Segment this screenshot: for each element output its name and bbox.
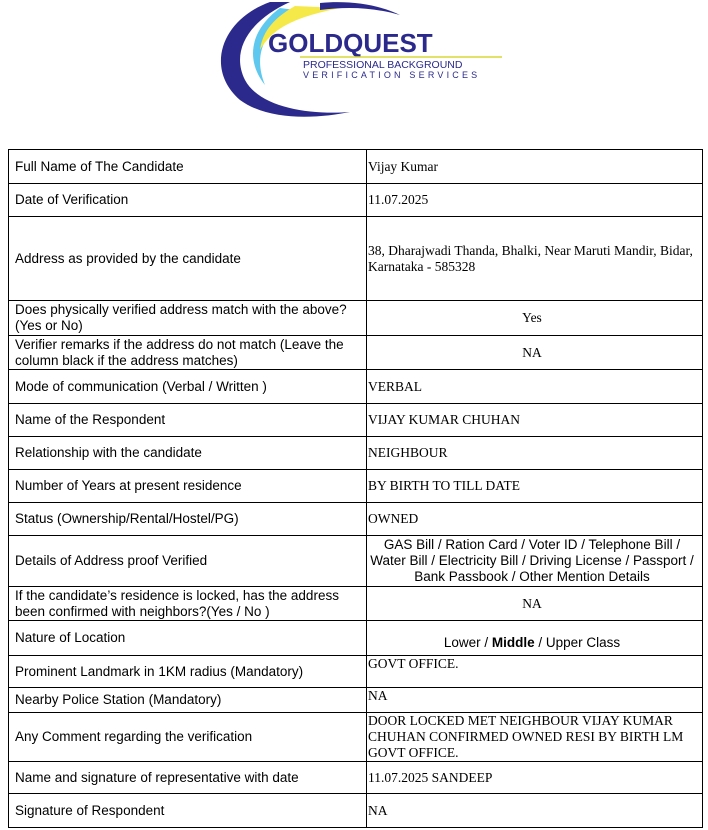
- field-label: If the candidate’s residence is locked, has the address been confirmed with neighbors?(Yes / No ): [9, 587, 367, 621]
- svg-text:VERIFICATION SERVICES: VERIFICATION SERVICES: [303, 70, 481, 80]
- table-row: [9, 437, 703, 470]
- table-row: [9, 150, 703, 184]
- class-option-text: Lower /: [443, 635, 492, 650]
- field-label: Signature of Respondent: [9, 794, 367, 828]
- address-verification-table: [8, 149, 703, 828]
- field-value: NA: [367, 587, 703, 621]
- field-value: NEIGHBOUR: [367, 437, 703, 470]
- table-row: [9, 688, 703, 713]
- field-value: GAS Bill / Ration Card / Voter ID / Telephone Bill / Water Bill / Electricity Bill / Driving License / Passport / Bank Passbook / Other Mention Details: [367, 536, 703, 587]
- field-label: Verifier remarks if the address do not match (Leave the column black if the address matches): [9, 336, 367, 370]
- table-row: [9, 656, 703, 688]
- field-value: Yes: [367, 301, 703, 336]
- field-label: Mode of communication (Verbal / Written ): [9, 370, 367, 404]
- field-value: 38, Dharajwadi Thanda, Bhalki, Near Maruti Mandir, Bidar, Karnataka - 585328: [367, 217, 703, 301]
- field-label: Relationship with the candidate: [9, 437, 367, 470]
- field-label: Any Comment regarding the verification: [9, 713, 367, 762]
- field-label: Prominent Landmark in 1KM radius (Mandatory): [9, 656, 367, 688]
- goldquest-logo: [200, 0, 510, 120]
- field-label: Does physically verified address match with the above?(Yes or No): [9, 301, 367, 336]
- field-label: Name of the Respondent: [9, 404, 367, 437]
- table-row: [9, 536, 703, 587]
- field-value: DOOR LOCKED MET NEIGHBOUR VIJAY KUMAR CHUHAN CONFIRMED OWNED RESI BY BIRTH LM GOVT OFFICE.: [367, 713, 703, 762]
- field-label: Details of Address proof Verified: [9, 536, 367, 587]
- field-label: Number of Years at present residence: [9, 470, 367, 503]
- table-row: [9, 184, 703, 217]
- field-label: Nearby Police Station (Mandatory): [9, 688, 367, 713]
- field-value: VIJAY KUMAR CHUHAN: [367, 404, 703, 437]
- field-value: NA: [367, 688, 703, 713]
- field-label: Address as provided by the candidate: [9, 217, 367, 301]
- table-row: [9, 217, 703, 301]
- field-value: NA: [367, 794, 703, 828]
- field-value: VERBAL: [367, 370, 703, 404]
- field-value: OWNED: [367, 503, 703, 536]
- field-label: Status (Ownership/Rental/Hostel/PG): [9, 503, 367, 536]
- table-row: [9, 762, 703, 794]
- table-row: [9, 470, 703, 503]
- table-row: [9, 370, 703, 404]
- table-row: [9, 794, 703, 828]
- table-row: [9, 713, 703, 762]
- table-row: [9, 301, 703, 336]
- field-label: Name and signature of representative with date: [9, 762, 367, 794]
- field-value: [367, 621, 703, 656]
- field-label: Full Name of The Candidate: [9, 150, 367, 184]
- field-label: Nature of Location: [9, 621, 367, 656]
- table-row: [9, 336, 703, 370]
- svg-text:GOLDQUEST: GOLDQUEST: [268, 28, 433, 58]
- field-value: NA: [367, 336, 703, 370]
- field-value: Vijay Kumar: [367, 150, 703, 184]
- selected-class: Middle: [491, 635, 535, 650]
- field-value: 11.07.2025: [367, 184, 703, 217]
- svg-text:PROFESSIONAL BACKGROUND: PROFESSIONAL BACKGROUND: [303, 59, 463, 71]
- table-row: [9, 503, 703, 536]
- field-label: Date of Verification: [9, 184, 367, 217]
- field-value: 11.07.2025 SANDEEP: [367, 762, 703, 794]
- class-option-text: / Upper Class: [534, 635, 621, 650]
- field-value: GOVT OFFICE.: [367, 656, 703, 688]
- table-row: [9, 587, 703, 621]
- table-row: [9, 621, 703, 656]
- table-row: [9, 404, 703, 437]
- field-value: BY BIRTH TO TILL DATE: [367, 470, 703, 503]
